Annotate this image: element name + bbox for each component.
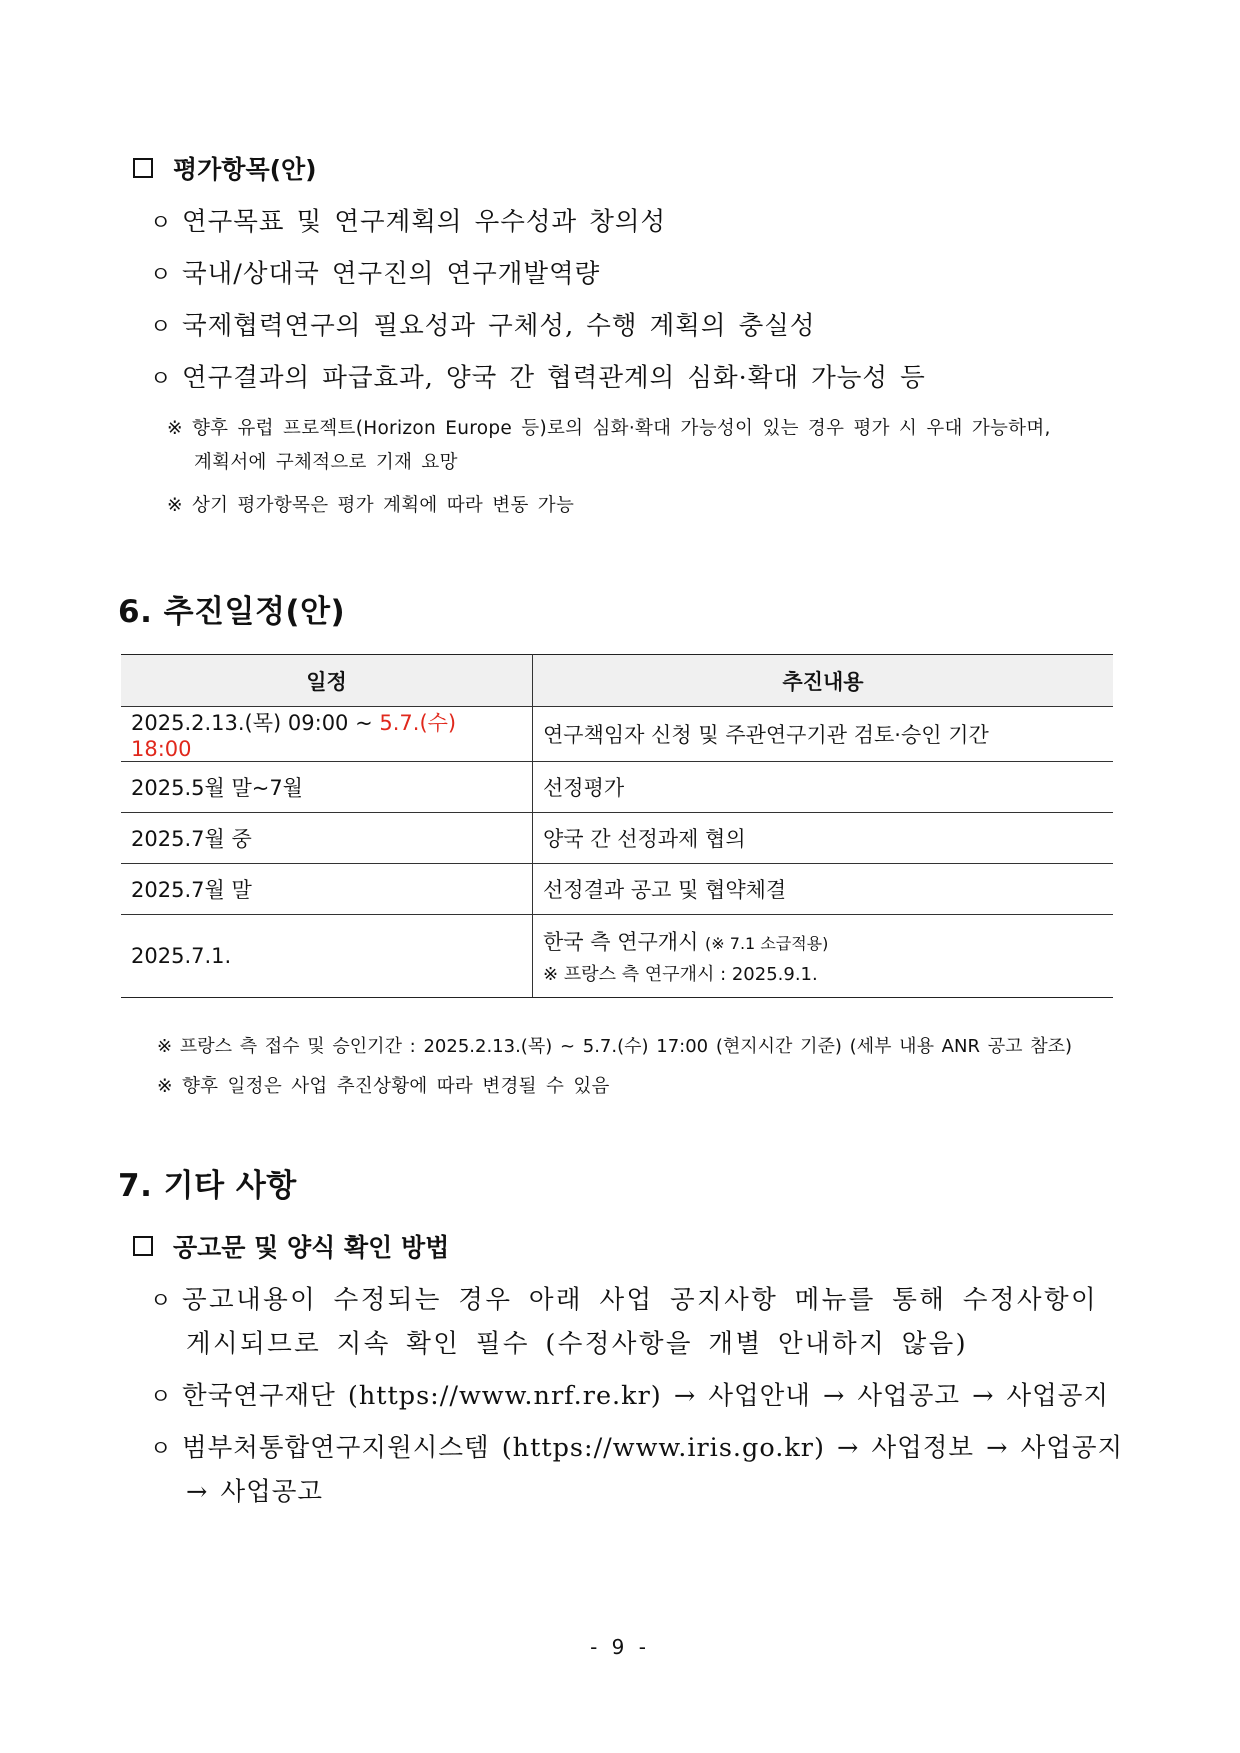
eval-note: ※ 상기 평가항목은 평가 계획에 따라 변동 가능 xyxy=(167,495,575,516)
table-cell-date: 2025.7월 말 xyxy=(121,864,533,915)
date-text: 2025.2.13.(목) 09:00 ~ xyxy=(131,711,380,735)
table-cell-date: 2025.7.1. xyxy=(121,915,533,998)
bullet-icon: ㅇ xyxy=(150,367,173,392)
deadline-highlight: 5.7.(수) 18:00 xyxy=(131,711,457,761)
eval-note: ※ 향후 유럽 프로젝트(Horizon Europe 등)로의 심화·확대 가능성이 있는 경우 평가 시 우대 가능하며, xyxy=(167,418,1051,439)
notice-item xyxy=(150,1280,1098,1316)
notice-item-text: 공고내용이 수정되는 경우 아래 사업 공지사항 메뉴를 통해 수정사항이 xyxy=(182,1285,1099,1315)
table-cell-content: 선정평가 xyxy=(533,762,1114,813)
notice-item-text: 범부처통합연구지원시스템 (https://www.iris.go.kr) → 사업정보 → 사업공지 xyxy=(182,1433,1124,1463)
section-title: 6. 추진일정(안) xyxy=(118,594,346,630)
bullet-icon: ㅇ xyxy=(150,263,173,288)
table-cell-date: 2025.5월 말~7월 xyxy=(121,762,533,813)
eval-item xyxy=(150,202,666,238)
table-cell-content: 양국 간 선정과제 협의 xyxy=(533,813,1114,864)
bullet-icon: ㅇ xyxy=(150,315,173,340)
table-cell-date xyxy=(121,707,533,762)
bullet-icon: ㅇ xyxy=(150,1289,174,1314)
page-number: - 9 - xyxy=(590,1635,650,1659)
table-cell-date: 2025.7월 중 xyxy=(121,813,533,864)
table-cell-content xyxy=(533,915,1114,998)
checkbox-icon xyxy=(133,158,153,178)
eval-item xyxy=(150,358,926,394)
table-row xyxy=(121,864,1113,915)
eval-item-text: 국제협력연구의 필요성과 구체성, 수행 계획의 충실성 xyxy=(182,311,816,341)
notice-item-text: 한국연구재단 (https://www.nrf.re.kr) → 사업안내 → 사업공고 → 사업공지 xyxy=(182,1381,1110,1411)
schedule-table xyxy=(121,654,1113,998)
notice-item-continued: → 사업공고 xyxy=(186,1477,324,1507)
table-row xyxy=(121,707,1113,762)
content-subnote: (※ 7.1 소급적용) xyxy=(705,934,829,953)
table-row xyxy=(121,762,1113,813)
notice-heading-text: 공고문 및 양식 확인 방법 xyxy=(173,1233,450,1262)
eval-item-text: 국내/상대국 연구진의 연구개발역량 xyxy=(182,259,601,289)
eval-note: 계획서에 구체적으로 기재 요망 xyxy=(194,452,458,473)
eval-heading xyxy=(133,150,317,186)
table-cell-content: 선정결과 공고 및 협약체결 xyxy=(533,864,1114,915)
table-header-row xyxy=(121,655,1113,707)
bullet-icon: ㅇ xyxy=(150,1437,173,1462)
notice-item xyxy=(150,1428,1123,1464)
table-header: 추진내용 xyxy=(533,655,1114,707)
table-header: 일정 xyxy=(121,655,533,707)
notice-item xyxy=(150,1376,1109,1412)
notice-item-continued: 게시되므로 지속 확인 필수 (수정사항을 개별 안내하지 않음) xyxy=(186,1329,969,1359)
content-line2: ※ 프랑스 측 연구개시 : 2025.9.1. xyxy=(543,964,818,985)
bullet-icon: ㅇ xyxy=(150,211,173,236)
section-title: 7. 기타 사항 xyxy=(118,1168,297,1204)
eval-item-text: 연구목표 및 연구계획의 우수성과 창의성 xyxy=(182,207,667,237)
table-cell-content: 연구책임자 신청 및 주관연구기관 검토·승인 기간 xyxy=(533,707,1114,762)
eval-heading-text: 평가항목(안) xyxy=(173,155,317,184)
table-row xyxy=(121,915,1113,998)
content-text: 한국 측 연구개시 xyxy=(543,930,699,954)
eval-item xyxy=(150,254,600,290)
schedule-note: ※ 향후 일정은 사업 추진상황에 따라 변경될 수 있음 xyxy=(157,1076,610,1097)
table-row xyxy=(121,813,1113,864)
eval-item xyxy=(150,306,816,342)
checkbox-icon xyxy=(133,1236,153,1256)
bullet-icon: ㅇ xyxy=(150,1385,173,1410)
eval-item-text: 연구결과의 파급효과, 양국 간 협력관계의 심화·확대 가능성 등 xyxy=(182,363,926,393)
notice-heading xyxy=(133,1228,449,1264)
schedule-note: ※ 프랑스 측 접수 및 승인기간 : 2025.2.13.(목) ~ 5.7.(수) 17:00 (현지시간 기준) (세부 내용 ANR 공고 참조) xyxy=(157,1036,1072,1057)
